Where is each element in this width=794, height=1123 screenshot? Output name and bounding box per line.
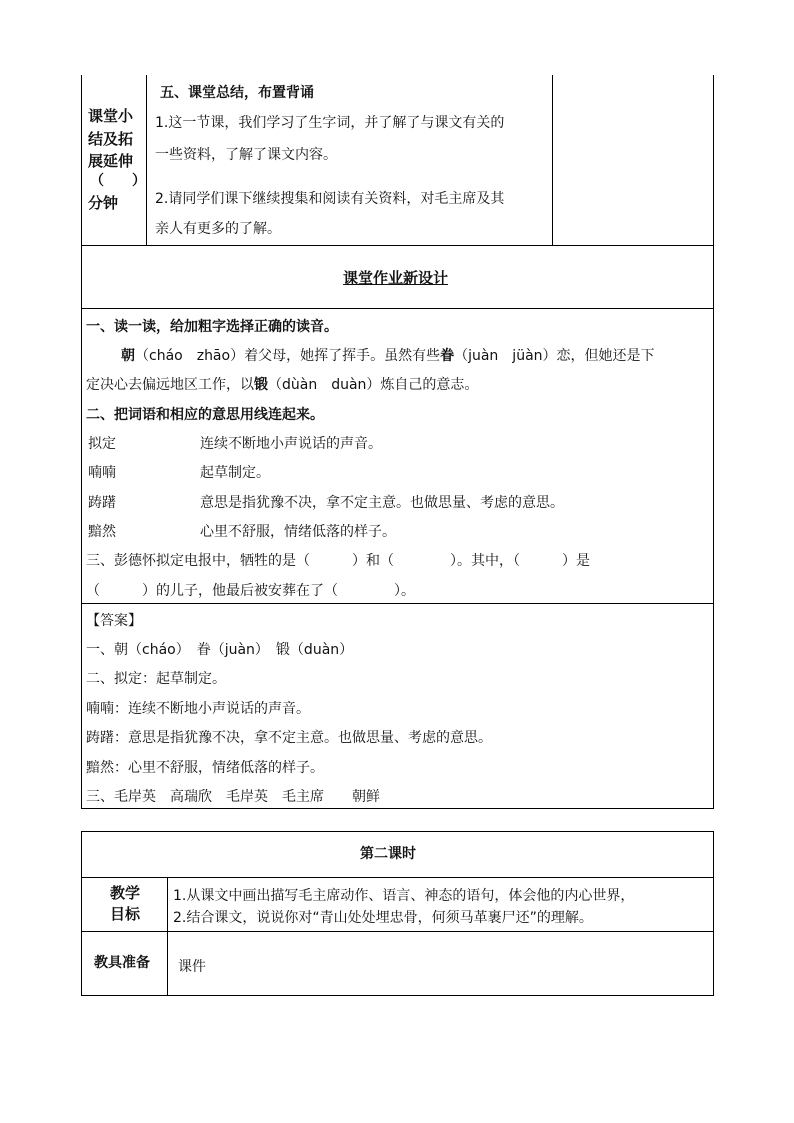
answer-1: 一、朝（cháo） 眷（juàn） 锻（duàn）: [86, 642, 354, 658]
answer-2: 二、拟定：起草制定。: [86, 671, 226, 687]
q1-bold-chao: 朝: [121, 348, 135, 364]
q2-title: 二、把词语和相应的意思用线连起来。: [86, 407, 324, 423]
side-label-line-1: 课堂小: [88, 107, 134, 125]
answer-title: 【答案】: [86, 613, 142, 629]
q2-meaning-2: 起草制定。: [200, 465, 270, 481]
table2-row-sep-2: [81, 931, 714, 932]
table2-row-sep-1: [81, 877, 714, 878]
q2-meaning-1: 连续不断地小声说话的声音。: [200, 436, 382, 452]
prep-label: 教具准备: [94, 955, 150, 971]
table2-border-left: [81, 831, 82, 996]
second-lesson-title: 第二课时: [360, 846, 416, 862]
q2-word-1: 拟定: [88, 436, 116, 452]
table1-row-sep-3: [81, 603, 714, 604]
q1-text-4: （dùàn duàn）炼自己的意志。: [268, 377, 479, 393]
answer-6: 三、毛岸英 高瑞欣 毛岸英 毛主席 朝鲜: [86, 789, 380, 805]
table1-border-right: [713, 75, 714, 809]
q2-word-4: 黯然: [88, 524, 116, 540]
table2-border-bottom: [81, 995, 714, 996]
table1-border-bottom: [81, 808, 714, 809]
side-label-line-4: （ ）: [90, 173, 146, 189]
goal-label-line-2: 目标: [110, 905, 141, 923]
table2-col-sep: [167, 877, 168, 996]
q1-title: 一、读一读，给加粗字选择正确的读音。: [86, 319, 338, 335]
q1-line2: [86, 378, 478, 392]
homework-title: 课堂作业新设计: [343, 269, 449, 287]
goal-2: 2.结合课文，说说你对“青山处处埋忠骨，何须马革裹尸还”的理解。: [173, 910, 593, 926]
summary-p2-line1: 2.请同学们课下继续搜集和阅读有关资料，对毛主席及其: [155, 191, 505, 207]
table1-col-sep-1: [146, 75, 147, 245]
summary-p1-line1: 1.这一节课，我们学习了生字词，并了解了与课文有关的: [155, 115, 505, 131]
table1-col-sep-2: [552, 75, 553, 245]
q1-bold-juan: 眷: [440, 348, 455, 364]
q2-meaning-4: 心里不舒服，情绪低落的样子。: [200, 524, 396, 540]
table1-row-sep-1: [81, 245, 714, 246]
goal-label-line-1: 教学: [110, 884, 141, 902]
q1-bold-duan: 锻: [254, 377, 268, 393]
q1-text-3: 定决心去偏远地区工作，以: [86, 377, 254, 393]
summary-heading: 五、课堂总结，布置背诵: [160, 85, 314, 101]
q2-meaning-3: 意思是指犹豫不决，拿不定主意。也做思量、考虑的意思。: [200, 495, 564, 511]
answer-3: 喃喃：连续不断地小声说话的声音。: [86, 701, 310, 717]
table1-border-left: [81, 75, 82, 809]
summary-p2-line2: 亲人有更多的了解。: [155, 221, 281, 237]
table2-border-top: [81, 831, 714, 832]
q1-line1: [121, 349, 655, 363]
answer-4: 踌躇：意思是指犹豫不决，拿不定主意。也做思量、考虑的意思。: [86, 730, 492, 746]
table2-border-right: [713, 831, 714, 996]
goal-1: 1.从课文中画出描写毛主席动作、语言、神态的语句，体会他的内心世界，: [173, 888, 635, 904]
q3-line2: （ ）的儿子，他最后被安葬在了（ ）。: [86, 583, 415, 599]
side-label-line-3: 展延伸: [88, 152, 134, 170]
q3-line1: 三、彭德怀拟定电报中，牺牲的是（ ）和（ ）。其中，（ ）是: [86, 553, 590, 569]
summary-p1-line2: 一些资料，了解了课文内容。: [155, 147, 337, 163]
q1-text-1: （cháo zhāo）着父母，她挥了挥手。虽然有些: [135, 348, 441, 364]
q1-text-2: （juàn jüàn）恋，但她还是下: [454, 348, 655, 364]
q2-word-3: 踌躇: [88, 495, 116, 511]
prep-value: 课件: [178, 959, 206, 975]
side-label-line-5: 分钟: [88, 194, 119, 212]
answer-5: 黯然：心里不舒服，情绪低落的样子。: [86, 760, 324, 776]
q2-word-2: 喃喃: [88, 465, 116, 481]
table1-row-sep-2: [81, 308, 714, 309]
side-label-line-2: 结及拓: [88, 130, 134, 148]
